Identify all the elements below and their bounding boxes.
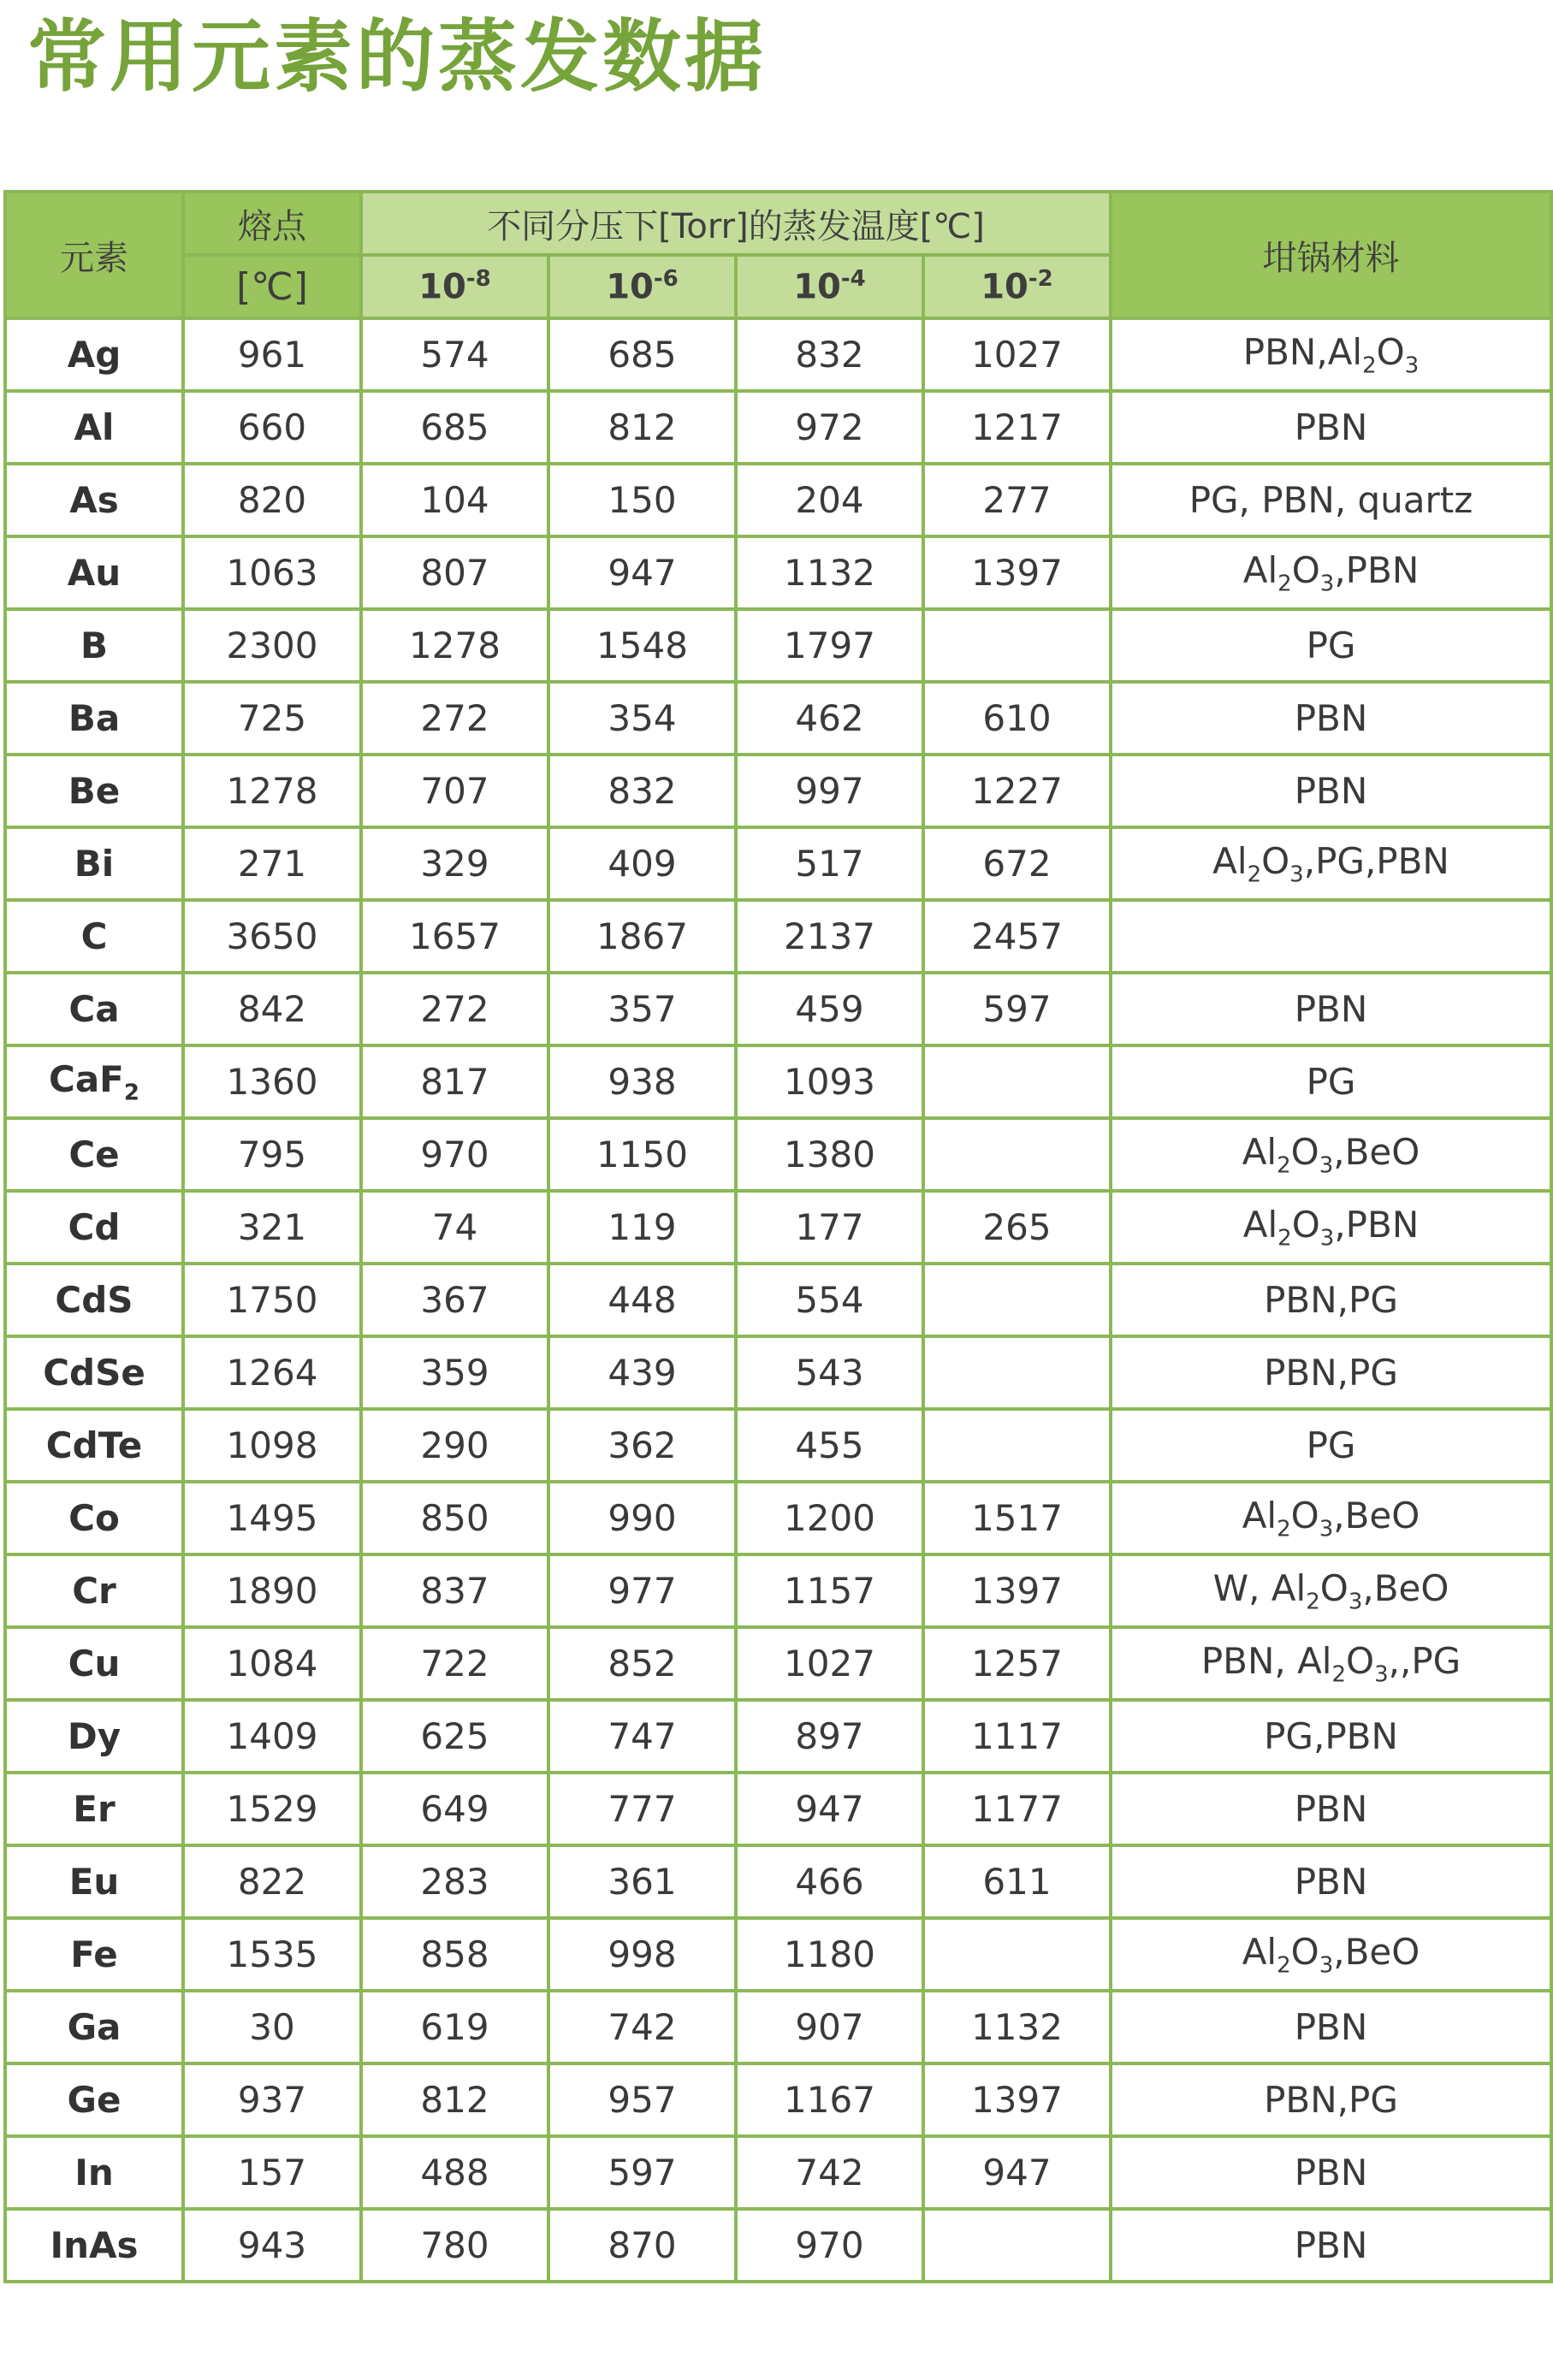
cell-temperature: 672	[923, 827, 1111, 900]
cell-crucible: PBN	[1111, 755, 1551, 827]
cell-temperature: 455	[736, 1409, 923, 1482]
cell-melting-point: 1529	[183, 1773, 361, 1845]
cell-temperature: 807	[361, 536, 548, 609]
table-row	[5, 1264, 1551, 1336]
cell-crucible: PG, PBN, quartz	[1111, 464, 1551, 536]
cell-crucible: PBN	[1111, 973, 1551, 1045]
cell-melting-point: 1495	[183, 1482, 361, 1554]
table-row	[5, 1991, 1551, 2063]
cell-temperature: 104	[361, 464, 548, 536]
cell-temperature: 1027	[736, 1627, 923, 1700]
header-melting-point: 熔点	[183, 192, 361, 255]
cell-crucible: $Al_2O_3,PBN$	[1111, 536, 1551, 609]
cell-temperature: 265	[923, 1191, 1111, 1264]
cell-temperature: 610	[923, 682, 1111, 755]
cell-temperature: 150	[548, 464, 736, 536]
table-row	[5, 1773, 1551, 1845]
cell-temperature: 1517	[923, 1482, 1111, 1554]
cell-melting-point: 795	[183, 1118, 361, 1191]
cell-temperature: 272	[361, 682, 548, 755]
table-row	[5, 391, 1551, 464]
cell-temperature: 850	[361, 1482, 548, 1554]
table-row	[5, 682, 1551, 755]
cell-temperature	[923, 1918, 1111, 1991]
cell-temperature: 837	[361, 1554, 548, 1627]
cell-temperature: 354	[548, 682, 736, 755]
cell-element: Ge	[5, 2063, 183, 2136]
page-title: 常用元素的蒸发数据	[27, 10, 768, 103]
cell-crucible: PBN	[1111, 2136, 1551, 2209]
cell-temperature: 707	[361, 755, 548, 827]
cell-temperature: 938	[548, 1045, 736, 1118]
cell-crucible: $PBN,Al_2O_3$	[1111, 318, 1551, 391]
cell-melting-point: 1063	[183, 536, 361, 609]
table-row	[5, 1700, 1551, 1773]
cell-temperature: 812	[548, 391, 736, 464]
header-element: 元素	[5, 192, 183, 318]
cell-temperature: 742	[736, 2136, 923, 2209]
cell-temperature: 459	[736, 973, 923, 1045]
cell-temperature: 439	[548, 1336, 736, 1409]
cell-melting-point: 1360	[183, 1045, 361, 1118]
cell-melting-point: 961	[183, 318, 361, 391]
cell-crucible: $Al_2O_3,PBN$	[1111, 1191, 1551, 1264]
cell-melting-point: 660	[183, 391, 361, 464]
cell-temperature: 1132	[736, 536, 923, 609]
cell-temperature: 852	[548, 1627, 736, 1700]
table-row	[5, 1918, 1551, 1991]
cell-temperature: 597	[923, 973, 1111, 1045]
cell-element: Cr	[5, 1554, 183, 1627]
cell-temperature: 747	[548, 1700, 736, 1773]
header-pressure-1e-2: $10^{-2}$	[923, 255, 1111, 318]
cell-temperature: 177	[736, 1191, 923, 1264]
header-pressure-group: 不同分压下[Torr]的蒸发温度[℃]	[361, 192, 1111, 255]
cell-melting-point: 157	[183, 2136, 361, 2209]
cell-element: CdS	[5, 1264, 183, 1336]
cell-temperature: 685	[548, 318, 736, 391]
cell-crucible: PG	[1111, 609, 1551, 682]
cell-temperature: 517	[736, 827, 923, 900]
cell-temperature: 448	[548, 1264, 736, 1336]
cell-melting-point: 1750	[183, 1264, 361, 1336]
cell-temperature: 970	[736, 2209, 923, 2282]
table-row	[5, 1336, 1551, 1409]
cell-crucible: PBN	[1111, 391, 1551, 464]
cell-temperature: 74	[361, 1191, 548, 1264]
table-row	[5, 318, 1551, 391]
cell-temperature: 1132	[923, 1991, 1111, 2063]
cell-melting-point: 1084	[183, 1627, 361, 1700]
header-unit: [℃]	[183, 255, 361, 318]
cell-temperature: 290	[361, 1409, 548, 1482]
cell-temperature: 685	[361, 391, 548, 464]
cell-temperature	[923, 2209, 1111, 2282]
cell-element: B	[5, 609, 183, 682]
cell-melting-point: 3650	[183, 900, 361, 973]
cell-crucible: PG	[1111, 1409, 1551, 1482]
cell-temperature: 1180	[736, 1918, 923, 1991]
cell-temperature: 1227	[923, 755, 1111, 827]
header-pressure-1e-6: $10^{-6}$	[548, 255, 736, 318]
cell-melting-point: 842	[183, 973, 361, 1045]
cell-temperature: 357	[548, 973, 736, 1045]
cell-temperature: 1117	[923, 1700, 1111, 1773]
cell-crucible: PBN	[1111, 1773, 1551, 1845]
cell-temperature: 1157	[736, 1554, 923, 1627]
cell-temperature: 1380	[736, 1118, 923, 1191]
header-pressure-1e-8: $10^{-8}$	[361, 255, 548, 318]
cell-temperature: 870	[548, 2209, 736, 2282]
cell-temperature: 970	[361, 1118, 548, 1191]
cell-element: Cu	[5, 1627, 183, 1700]
cell-melting-point: 943	[183, 2209, 361, 2282]
cell-element: Fe	[5, 1918, 183, 1991]
cell-temperature: 1867	[548, 900, 736, 973]
cell-temperature	[923, 1118, 1111, 1191]
cell-temperature: 972	[736, 391, 923, 464]
table-row	[5, 755, 1551, 827]
table-row	[5, 900, 1551, 973]
cell-crucible: PBN	[1111, 682, 1551, 755]
cell-temperature: 1278	[361, 609, 548, 682]
cell-temperature: 554	[736, 1264, 923, 1336]
cell-temperature: 466	[736, 1845, 923, 1918]
cell-element: Er	[5, 1773, 183, 1845]
cell-melting-point: 725	[183, 682, 361, 755]
cell-temperature: 1657	[361, 900, 548, 973]
cell-melting-point: 1098	[183, 1409, 361, 1482]
cell-element: As	[5, 464, 183, 536]
cell-temperature: 619	[361, 1991, 548, 2063]
cell-temperature: 947	[548, 536, 736, 609]
cell-temperature: 832	[548, 755, 736, 827]
cell-crucible: $Al_2O_3,BeO$	[1111, 1918, 1551, 1991]
table-row	[5, 1482, 1551, 1554]
cell-temperature: 957	[548, 2063, 736, 2136]
cell-element: Ba	[5, 682, 183, 755]
cell-temperature: 119	[548, 1191, 736, 1264]
cell-temperature: 722	[361, 1627, 548, 1700]
cell-temperature: 488	[361, 2136, 548, 2209]
table-row	[5, 2063, 1551, 2136]
cell-temperature: 611	[923, 1845, 1111, 1918]
cell-melting-point: 1535	[183, 1918, 361, 1991]
cell-temperature: 1397	[923, 1554, 1111, 1627]
cell-temperature: 1167	[736, 2063, 923, 2136]
cell-element: Al	[5, 391, 183, 464]
table-row	[5, 1409, 1551, 1482]
cell-element: CaF$_2$	[5, 1045, 183, 1118]
cell-temperature: 858	[361, 1918, 548, 1991]
cell-temperature: 359	[361, 1336, 548, 1409]
cell-crucible: PBN	[1111, 1845, 1551, 1918]
cell-temperature: 2137	[736, 900, 923, 973]
cell-temperature: 998	[548, 1918, 736, 1991]
table-row	[5, 464, 1551, 536]
table-body	[5, 318, 1551, 2282]
cell-element: C	[5, 900, 183, 973]
cell-temperature: 1200	[736, 1482, 923, 1554]
table-row	[5, 2209, 1551, 2282]
cell-crucible: $Al_2O_3,BeO$	[1111, 1118, 1551, 1191]
cell-temperature: 780	[361, 2209, 548, 2282]
cell-temperature: 409	[548, 827, 736, 900]
cell-melting-point: 1890	[183, 1554, 361, 1627]
cell-temperature: 1150	[548, 1118, 736, 1191]
table-row	[5, 2136, 1551, 2209]
cell-crucible: $Al_2O_3,BeO$	[1111, 1482, 1551, 1554]
cell-element: CdSe	[5, 1336, 183, 1409]
cell-melting-point: 271	[183, 827, 361, 900]
cell-crucible: PBN	[1111, 2209, 1551, 2282]
table-row	[5, 1118, 1551, 1191]
table-row	[5, 827, 1551, 900]
cell-melting-point: 2300	[183, 609, 361, 682]
cell-temperature: 1548	[548, 609, 736, 682]
cell-temperature: 625	[361, 1700, 548, 1773]
cell-temperature: 990	[548, 1482, 736, 1554]
table-row	[5, 1845, 1551, 1918]
cell-temperature: 1797	[736, 609, 923, 682]
cell-element: In	[5, 2136, 183, 2209]
cell-temperature: 1217	[923, 391, 1111, 464]
cell-temperature: 204	[736, 464, 923, 536]
table-row	[5, 609, 1551, 682]
cell-temperature	[923, 1045, 1111, 1118]
cell-element: Ca	[5, 973, 183, 1045]
cell-temperature: 543	[736, 1336, 923, 1409]
cell-temperature: 367	[361, 1264, 548, 1336]
cell-temperature: 1093	[736, 1045, 923, 1118]
cell-element: InAs	[5, 2209, 183, 2282]
cell-temperature: 1257	[923, 1627, 1111, 1700]
cell-crucible: PBN, $Al_2O_3,,PG$	[1111, 1627, 1551, 1700]
cell-temperature: 361	[548, 1845, 736, 1918]
cell-temperature: 597	[548, 2136, 736, 2209]
cell-melting-point: 1264	[183, 1336, 361, 1409]
cell-element: Cd	[5, 1191, 183, 1264]
cell-temperature: 329	[361, 827, 548, 900]
cell-temperature: 1177	[923, 1773, 1111, 1845]
cell-temperature: 997	[736, 755, 923, 827]
cell-temperature: 742	[548, 1991, 736, 2063]
cell-temperature: 462	[736, 682, 923, 755]
table-row	[5, 1045, 1551, 1118]
cell-crucible: PG,PBN	[1111, 1700, 1551, 1773]
cell-melting-point: 1409	[183, 1700, 361, 1773]
cell-melting-point: 30	[183, 1991, 361, 2063]
evaporation-table	[3, 190, 1553, 2283]
cell-element: Eu	[5, 1845, 183, 1918]
cell-temperature: 272	[361, 973, 548, 1045]
cell-temperature: 817	[361, 1045, 548, 1118]
cell-temperature: 649	[361, 1773, 548, 1845]
cell-element: Dy	[5, 1700, 183, 1773]
cell-element: Ag	[5, 318, 183, 391]
cell-crucible: W, $Al_2O_3,BeO$	[1111, 1554, 1551, 1627]
cell-melting-point: 1278	[183, 755, 361, 827]
cell-crucible: PBN	[1111, 1991, 1551, 2063]
cell-crucible: $Al_2O_3,PG,PBN$	[1111, 827, 1551, 900]
cell-element: Ce	[5, 1118, 183, 1191]
cell-crucible: PBN,PG	[1111, 2063, 1551, 2136]
cell-temperature: 277	[923, 464, 1111, 536]
cell-temperature: 1027	[923, 318, 1111, 391]
cell-temperature	[923, 1336, 1111, 1409]
cell-element: CdTe	[5, 1409, 183, 1482]
cell-melting-point: 822	[183, 1845, 361, 1918]
cell-temperature: 777	[548, 1773, 736, 1845]
table-header	[5, 192, 1551, 318]
cell-temperature: 2457	[923, 900, 1111, 973]
header-pressure-1e-4: $10^{-4}$	[736, 255, 923, 318]
cell-temperature	[923, 609, 1111, 682]
cell-temperature: 832	[736, 318, 923, 391]
cell-element: Au	[5, 536, 183, 609]
cell-temperature: 812	[361, 2063, 548, 2136]
cell-temperature: 1397	[923, 536, 1111, 609]
table-row	[5, 1627, 1551, 1700]
cell-temperature: 283	[361, 1845, 548, 1918]
cell-temperature: 574	[361, 318, 548, 391]
cell-crucible: PBN,PG	[1111, 1336, 1551, 1409]
cell-element: Be	[5, 755, 183, 827]
cell-crucible: PBN,PG	[1111, 1264, 1551, 1336]
cell-temperature: 907	[736, 1991, 923, 2063]
cell-melting-point: 820	[183, 464, 361, 536]
cell-temperature: 977	[548, 1554, 736, 1627]
cell-temperature: 897	[736, 1700, 923, 1773]
cell-melting-point: 937	[183, 2063, 361, 2136]
table-row	[5, 1191, 1551, 1264]
cell-temperature: 1397	[923, 2063, 1111, 2136]
cell-melting-point: 321	[183, 1191, 361, 1264]
cell-element: Ga	[5, 1991, 183, 2063]
header-crucible: 坩锅材料	[1111, 192, 1551, 318]
cell-temperature: 362	[548, 1409, 736, 1482]
table-row	[5, 1554, 1551, 1627]
cell-temperature	[923, 1409, 1111, 1482]
table-row	[5, 973, 1551, 1045]
cell-crucible	[1111, 900, 1551, 973]
cell-temperature	[923, 1264, 1111, 1336]
cell-temperature: 947	[736, 1773, 923, 1845]
cell-temperature: 947	[923, 2136, 1111, 2209]
table-row	[5, 536, 1551, 609]
cell-element: Bi	[5, 827, 183, 900]
cell-element: Co	[5, 1482, 183, 1554]
cell-crucible: PG	[1111, 1045, 1551, 1118]
